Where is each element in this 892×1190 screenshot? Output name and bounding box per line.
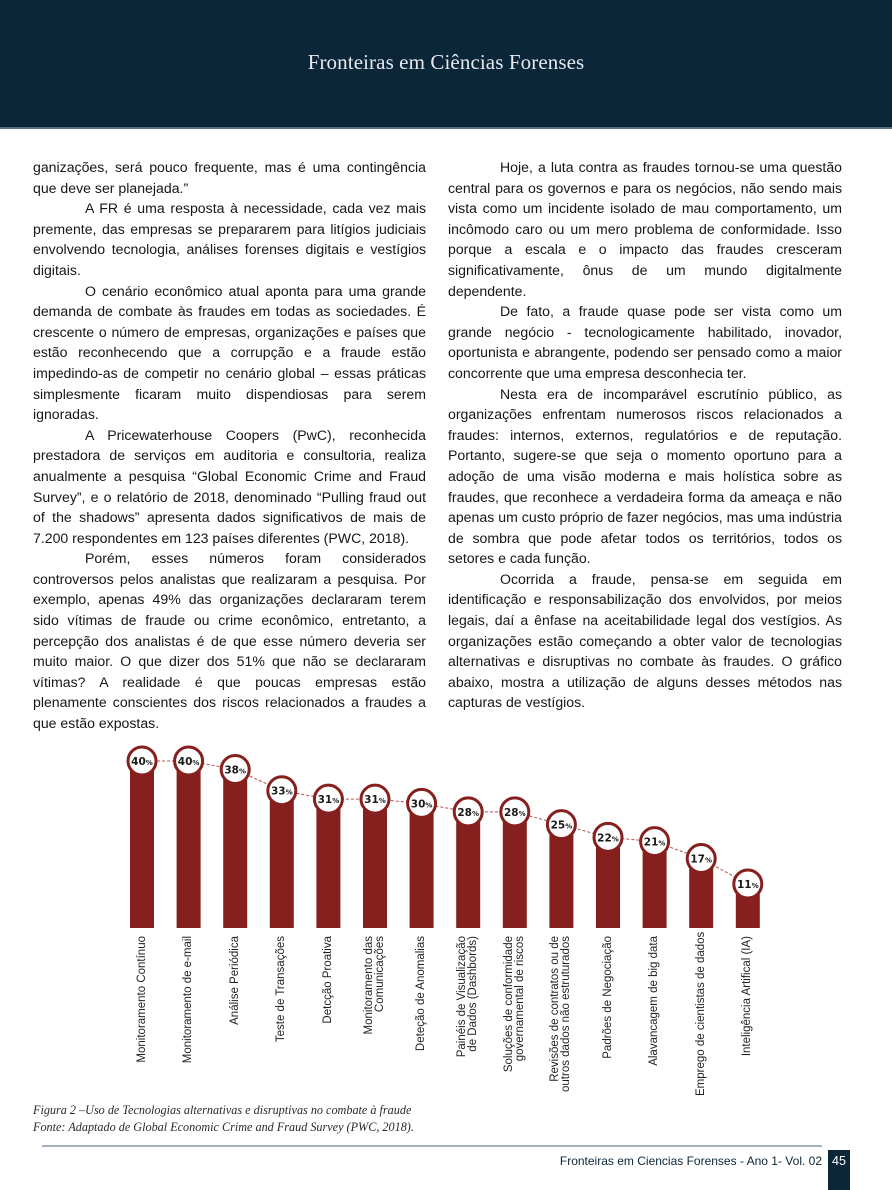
bar [130, 761, 154, 928]
x-axis-label [276, 936, 287, 1096]
x-axis-label-line: Monitoramento das [363, 936, 375, 1035]
x-axis-label-line: Soluções de conformidade [502, 936, 515, 1073]
value-label: 40% [131, 756, 153, 768]
caption-title: Figura 2 –Uso de Tecnologias alternativas e disruptivas no combate à fraude [33, 1103, 412, 1117]
x-axis-label-line: Comunicações [374, 936, 386, 1013]
value-label: 11% [736, 879, 759, 891]
bar [456, 812, 480, 928]
paragraph: O cenário econômico atual aponta para uma grande demanda de combate às fraudes em todas as sociedades. É crescente o número de empresas, organizações e países que estão reconhecendo que a corrupção e a fraude estão impedindo-as de competir no cenário global – essas práticas simplesmente ficaram muito dispendiosas para serem ignoradas. [33, 282, 426, 423]
bar-chart-plot [0, 740, 892, 1100]
paragraph: A FR é uma resposta à necessidade, cada vez mais premente, das empresas se prepararem para litígios judiciais envolvendo tecnologia, análises forenses digitais e vestígios digitais. [33, 200, 426, 278]
bar [223, 769, 247, 928]
value-label: 31% [317, 794, 340, 807]
x-axis-label-line: Detcção Proativa [321, 936, 334, 1024]
x-axis-label [230, 936, 241, 1096]
x-axis-label [603, 936, 614, 1096]
value-label: 33% [270, 785, 293, 798]
x-axis-label-line: Monitoramento de e-mail [182, 936, 195, 1064]
value-label: 31% [364, 794, 386, 807]
journal-title: Fronteiras em Ciências Forenses [307, 50, 585, 74]
value-label: 28% [457, 806, 480, 819]
x-axis-label [649, 936, 660, 1096]
x-axis-label [416, 936, 427, 1096]
x-axis-label-line: Revisões de contratos ou de [549, 936, 562, 1082]
x-axis-label [694, 931, 707, 1096]
bar [410, 803, 434, 928]
footer-divider [42, 1145, 822, 1147]
x-axis-label-line: Análise Periódica [228, 936, 241, 1025]
bar [270, 791, 294, 928]
caption-source: Fonte: Adaptado de Global Economic Crime and Fraud Survey (PWC, 2018). [33, 1120, 414, 1134]
value-label: 21% [643, 836, 666, 849]
x-axis-label-line: Emprego de cientistas de dados [694, 931, 707, 1096]
x-axis-label-line: Padrões de Negociação [601, 936, 614, 1059]
x-axis-label [183, 936, 194, 1096]
footer-journal-info: Fronteiras em Ciencias Forenses - Ano 1- Vol. 02 [559, 1154, 822, 1168]
x-axis-label-line: Painéis de Visualização [456, 936, 469, 1058]
paragraph: ganizações, será pouco frequente, mas é uma contingência que deve ser planejada.” [33, 159, 426, 196]
x-axis-label-line: Deteção de Anomalias [415, 936, 428, 1052]
value-label: 25% [550, 819, 573, 832]
x-axis-label-line: outros dados não estruturados [560, 936, 573, 1092]
x-axis-label-line: governamental de riscos [513, 936, 526, 1062]
value-label: 28% [503, 806, 526, 819]
x-axis-label-line: Teste de Transações [275, 936, 288, 1043]
bar-chart [0, 740, 892, 1100]
value-label: 22% [597, 832, 619, 845]
paragraph: Hoje, a luta contra as fraudes tornou-se uma questão central para os governos e para os negócios, não sendo mais vista como um incidente isolado de mau comportamento, um incômodo caro ou um mero problema de conformidade. Isso porque a escala e o impacto das fraudes cresceram significativamente, ônus de um mundo digitalmente dependente. [448, 159, 842, 299]
value-label: 38% [224, 764, 247, 777]
bar [363, 799, 387, 928]
bar [316, 799, 340, 928]
right-column [448, 157, 842, 713]
x-axis-label [137, 936, 148, 1096]
value-label: 30% [410, 798, 433, 811]
bar [503, 812, 527, 928]
x-axis-label-line: Alavancagem de big data [648, 936, 661, 1066]
paragraph: De fato, a fraude quase pode ser vista como um grande negócio - tecnologicamente habilitado, inovador, oportunista e abrangente, podendo ser pensado como a maior concorrente que uma empresa desconhecia ter. [448, 303, 842, 381]
x-axis-label [364, 936, 386, 1096]
bar [177, 761, 201, 928]
x-axis-label [323, 936, 334, 1096]
paragraph: Nesta era de incomparável escrutínio público, as organizações enfrentam numerosos riscos relacionados a fraudes: internos, externos, regulatórios e de reputação. Portanto, sugere-se que seja o momento oportuno para a adoção de uma visão moderna e mais holística sobre as fraudes, que reconhece a verdadeira forma da ameaça e não apenas um custo próprio de fazer negócios, mas uma indústria de sombra que pode afetar todos os territórios, todos os setores e cada função. [448, 385, 842, 567]
bar [549, 825, 573, 928]
left-column [33, 157, 426, 734]
x-axis-label-line: Inteligência Artifical (IA) [741, 936, 754, 1057]
paragraph: Porém, esses números foram considerados controversos pelos analistas que realizaram a pesquisa. Por exemplo, apenas 49% das organizações declararam terem sido vítimas de fraude ou crime econômico, entretanto, a percepção dos analistas é de que esse número deveria ser muito maior. O que dizer dos 51% que não se declararam vítimas? A realidade é que poucas empresas estão plenamente conscientes dos riscos relacionados a fraudes a que estão expostas. [33, 550, 426, 732]
x-axis-label-line: Monitoramento Contínuo [135, 936, 148, 1063]
x-axis-label-line: de Dados (Dashbords) [467, 936, 480, 1052]
value-label: 17% [690, 853, 713, 866]
page-number: 45 [828, 1150, 850, 1190]
x-axis-label [550, 936, 572, 1096]
x-axis-label [457, 936, 479, 1096]
journal-header [0, 0, 892, 129]
paragraph: A Pricewaterhouse Coopers (PwC), reconhecida prestadora de serviços em auditoria e consultoria, realiza anualmente a pesquisa “Global Economic Crime and Fraud Survey”, e o relatório de 2018, denominado “Pulling fraud out of the shadows” apresenta dados significativos de mais de 7.200 respondentes em 123 países diferentes (PWC, 2018). [33, 426, 426, 546]
value-label: 40% [177, 756, 200, 768]
paragraph: Ocorrida a fraude, pensa-se em seguida em identificação e responsabilização dos envolvidos, por meios legais, daí a ênfase na aceitabilidade legal dos vestígios. As organizações estão começando a obter valor de tecnologias alternativas e disruptivas no combate às fraudes. O gráfico abaixo, mostra a utilização de alguns desses métodos nas capturas de vestígios. [448, 570, 842, 711]
x-axis-label [742, 936, 753, 1096]
x-axis-label [504, 936, 526, 1096]
figure-caption [33, 1102, 414, 1136]
